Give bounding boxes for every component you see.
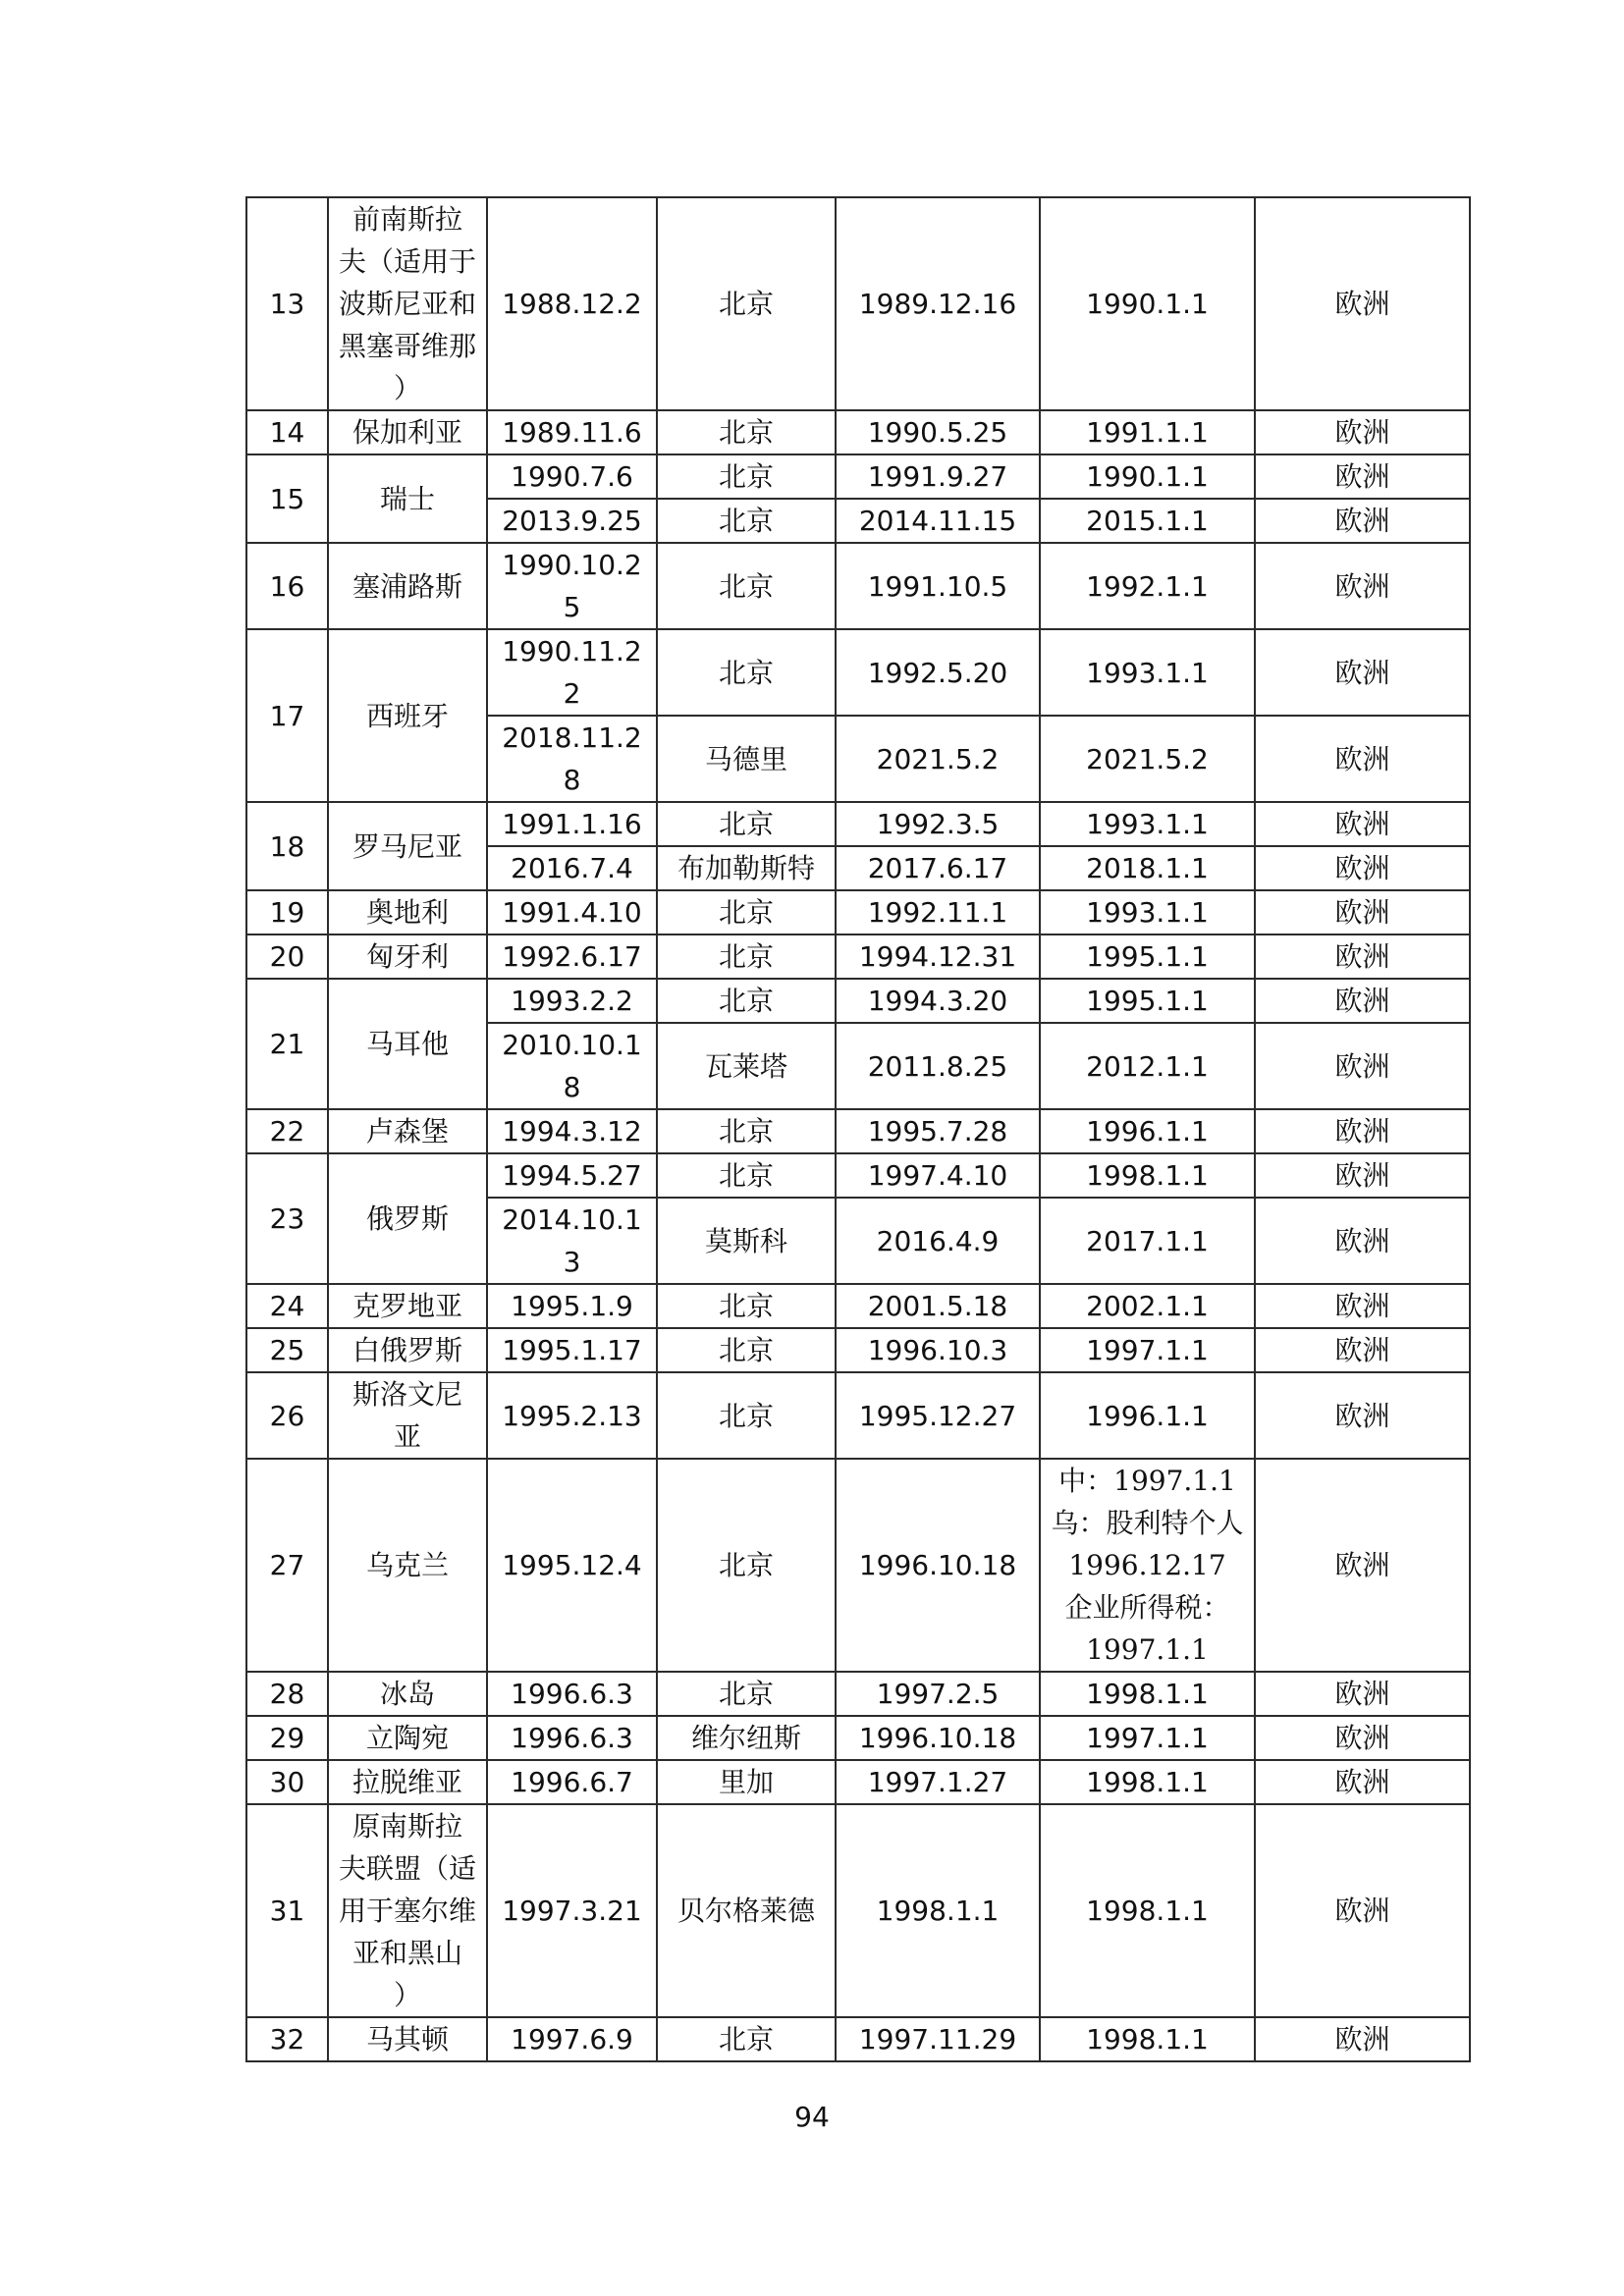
effective-date-cell: 1996.10.18 bbox=[836, 1459, 1040, 1672]
row-number-cell: 26 bbox=[246, 1372, 328, 1459]
applied-date-cell: 1990.1.1 bbox=[1040, 454, 1255, 499]
effective-date-cell: 2001.5.18 bbox=[836, 1284, 1040, 1328]
table-row bbox=[246, 934, 1470, 979]
signed-date-cell: 1990.11.2 2 bbox=[487, 629, 657, 716]
country-cell: 立陶宛 bbox=[328, 1716, 487, 1760]
row-number-cell: 21 bbox=[246, 979, 328, 1109]
row-number-cell: 31 bbox=[246, 1804, 328, 2017]
signed-date-cell: 1997.6.9 bbox=[487, 2017, 657, 2061]
signing-place-cell: 北京 bbox=[657, 1672, 836, 1716]
signed-date-cell: 1996.6.7 bbox=[487, 1760, 657, 1804]
country-cell: 马其顿 bbox=[328, 2017, 487, 2061]
country-cell: 塞浦路斯 bbox=[328, 543, 487, 629]
signed-date-cell: 2013.9.25 bbox=[487, 499, 657, 543]
signing-place-cell: 北京 bbox=[657, 1284, 836, 1328]
signing-place-cell: 莫斯科 bbox=[657, 1198, 836, 1284]
treaty-table bbox=[245, 196, 1471, 2062]
country-cell: 乌克兰 bbox=[328, 1459, 487, 1672]
table-row bbox=[246, 543, 1470, 629]
signing-place-cell: 瓦莱塔 bbox=[657, 1023, 836, 1109]
effective-date-cell: 2021.5.2 bbox=[836, 716, 1040, 802]
applied-date-cell: 1997.1.1 bbox=[1040, 1716, 1255, 1760]
row-number-cell: 32 bbox=[246, 2017, 328, 2061]
row-number-cell: 25 bbox=[246, 1328, 328, 1372]
country-cell: 西班牙 bbox=[328, 629, 487, 802]
applied-date-cell: 1998.1.1 bbox=[1040, 2017, 1255, 2061]
region-cell: 欧洲 bbox=[1255, 890, 1470, 934]
row-number-cell: 18 bbox=[246, 802, 328, 890]
table-row bbox=[246, 1284, 1470, 1328]
table-row bbox=[246, 454, 1470, 499]
applied-date-cell: 2017.1.1 bbox=[1040, 1198, 1255, 1284]
table-row bbox=[246, 802, 1470, 846]
region-cell: 欧洲 bbox=[1255, 1328, 1470, 1372]
country-cell: 克罗地亚 bbox=[328, 1284, 487, 1328]
signed-date-cell: 1994.5.27 bbox=[487, 1153, 657, 1198]
effective-date-cell: 1989.12.16 bbox=[836, 197, 1040, 410]
signed-date-cell: 2016.7.4 bbox=[487, 846, 657, 890]
table-row bbox=[246, 629, 1470, 716]
applied-date-cell: 1998.1.1 bbox=[1040, 1153, 1255, 1198]
effective-date-cell: 1996.10.3 bbox=[836, 1328, 1040, 1372]
region-cell: 欧洲 bbox=[1255, 846, 1470, 890]
region-cell: 欧洲 bbox=[1255, 1459, 1470, 1672]
country-cell: 前南斯拉 夫（适用于 波斯尼亚和 黑塞哥维那 ） bbox=[328, 197, 487, 410]
signing-place-cell: 北京 bbox=[657, 934, 836, 979]
signing-place-cell: 北京 bbox=[657, 1372, 836, 1459]
signed-date-cell: 1995.1.9 bbox=[487, 1284, 657, 1328]
applied-date-cell: 1995.1.1 bbox=[1040, 934, 1255, 979]
applied-date-cell: 2021.5.2 bbox=[1040, 716, 1255, 802]
row-number-cell: 14 bbox=[246, 410, 328, 454]
table-row bbox=[246, 890, 1470, 934]
region-cell: 欧洲 bbox=[1255, 629, 1470, 716]
signed-date-cell: 1990.10.2 5 bbox=[487, 543, 657, 629]
table-row bbox=[246, 1459, 1470, 1672]
row-number-cell: 13 bbox=[246, 197, 328, 410]
applied-date-cell: 2018.1.1 bbox=[1040, 846, 1255, 890]
country-cell: 罗马尼亚 bbox=[328, 802, 487, 890]
signed-date-cell: 1996.6.3 bbox=[487, 1716, 657, 1760]
row-number-cell: 24 bbox=[246, 1284, 328, 1328]
row-number-cell: 28 bbox=[246, 1672, 328, 1716]
applied-date-cell: 1993.1.1 bbox=[1040, 629, 1255, 716]
table-row bbox=[246, 1760, 1470, 1804]
effective-date-cell: 1998.1.1 bbox=[836, 1804, 1040, 2017]
signing-place-cell: 北京 bbox=[657, 410, 836, 454]
table-row bbox=[246, 1153, 1470, 1198]
applied-date-cell: 1996.1.1 bbox=[1040, 1109, 1255, 1153]
region-cell: 欧洲 bbox=[1255, 410, 1470, 454]
row-number-cell: 22 bbox=[246, 1109, 328, 1153]
country-cell: 俄罗斯 bbox=[328, 1153, 487, 1284]
signing-place-cell: 贝尔格莱德 bbox=[657, 1804, 836, 2017]
region-cell: 欧洲 bbox=[1255, 454, 1470, 499]
signing-place-cell: 北京 bbox=[657, 1153, 836, 1198]
effective-date-cell: 1994.3.20 bbox=[836, 979, 1040, 1023]
table-row bbox=[246, 1804, 1470, 2017]
row-number-cell: 17 bbox=[246, 629, 328, 802]
table-row bbox=[246, 1328, 1470, 1372]
region-cell: 欧洲 bbox=[1255, 1284, 1470, 1328]
row-number-cell: 20 bbox=[246, 934, 328, 979]
signing-place-cell: 北京 bbox=[657, 2017, 836, 2061]
signing-place-cell: 北京 bbox=[657, 890, 836, 934]
signed-date-cell: 1997.3.21 bbox=[487, 1804, 657, 2017]
applied-date-cell: 1995.1.1 bbox=[1040, 979, 1255, 1023]
signed-date-cell: 1991.4.10 bbox=[487, 890, 657, 934]
signed-date-cell: 1994.3.12 bbox=[487, 1109, 657, 1153]
table-row bbox=[246, 197, 1470, 410]
applied-date-cell: 2015.1.1 bbox=[1040, 499, 1255, 543]
signing-place-cell: 北京 bbox=[657, 1109, 836, 1153]
effective-date-cell: 1997.4.10 bbox=[836, 1153, 1040, 1198]
signed-date-cell: 1993.2.2 bbox=[487, 979, 657, 1023]
region-cell: 欧洲 bbox=[1255, 1760, 1470, 1804]
signed-date-cell: 1989.11.6 bbox=[487, 410, 657, 454]
effective-date-cell: 1990.5.25 bbox=[836, 410, 1040, 454]
signed-date-cell: 1995.2.13 bbox=[487, 1372, 657, 1459]
effective-date-cell: 1992.3.5 bbox=[836, 802, 1040, 846]
region-cell: 欧洲 bbox=[1255, 1198, 1470, 1284]
effective-date-cell: 1991.10.5 bbox=[836, 543, 1040, 629]
row-number-cell: 15 bbox=[246, 454, 328, 543]
row-number-cell: 27 bbox=[246, 1459, 328, 1672]
region-cell: 欧洲 bbox=[1255, 1372, 1470, 1459]
row-number-cell: 16 bbox=[246, 543, 328, 629]
applied-date-cell: 1990.1.1 bbox=[1040, 197, 1255, 410]
table-row bbox=[246, 979, 1470, 1023]
page-number: 94 bbox=[794, 2101, 830, 2133]
signing-place-cell: 北京 bbox=[657, 1328, 836, 1372]
signing-place-cell: 里加 bbox=[657, 1760, 836, 1804]
signing-place-cell: 北京 bbox=[657, 197, 836, 410]
table-row bbox=[246, 1672, 1470, 1716]
country-cell: 奥地利 bbox=[328, 890, 487, 934]
table-row bbox=[246, 2017, 1470, 2061]
signed-date-cell: 2014.10.1 3 bbox=[487, 1198, 657, 1284]
signed-date-cell: 2018.11.2 8 bbox=[487, 716, 657, 802]
table-row bbox=[246, 1716, 1470, 1760]
row-number-cell: 29 bbox=[246, 1716, 328, 1760]
effective-date-cell: 1991.9.27 bbox=[836, 454, 1040, 499]
region-cell: 欧洲 bbox=[1255, 1672, 1470, 1716]
country-cell: 瑞士 bbox=[328, 454, 487, 543]
region-cell: 欧洲 bbox=[1255, 2017, 1470, 2061]
effective-date-cell: 1996.10.18 bbox=[836, 1716, 1040, 1760]
effective-date-cell: 1997.1.27 bbox=[836, 1760, 1040, 1804]
effective-date-cell: 1994.12.31 bbox=[836, 934, 1040, 979]
effective-date-cell: 1992.11.1 bbox=[836, 890, 1040, 934]
applied-date-cell: 2002.1.1 bbox=[1040, 1284, 1255, 1328]
applied-date-cell: 1996.1.1 bbox=[1040, 1372, 1255, 1459]
country-cell: 匈牙利 bbox=[328, 934, 487, 979]
country-cell: 原南斯拉 夫联盟（适 用于塞尔维 亚和黑山 ） bbox=[328, 1804, 487, 2017]
effective-date-cell: 1995.7.28 bbox=[836, 1109, 1040, 1153]
signing-place-cell: 维尔纽斯 bbox=[657, 1716, 836, 1760]
signing-place-cell: 北京 bbox=[657, 802, 836, 846]
region-cell: 欧洲 bbox=[1255, 934, 1470, 979]
applied-date-cell: 1998.1.1 bbox=[1040, 1760, 1255, 1804]
region-cell: 欧洲 bbox=[1255, 499, 1470, 543]
treaty-table-container bbox=[245, 196, 1469, 2062]
country-cell: 冰岛 bbox=[328, 1672, 487, 1716]
signing-place-cell: 北京 bbox=[657, 499, 836, 543]
signing-place-cell: 北京 bbox=[657, 1459, 836, 1672]
treaty-table-body bbox=[246, 197, 1470, 2061]
applied-date-cell: 1998.1.1 bbox=[1040, 1804, 1255, 2017]
effective-date-cell: 1997.11.29 bbox=[836, 2017, 1040, 2061]
region-cell: 欧洲 bbox=[1255, 1804, 1470, 2017]
effective-date-cell: 1997.2.5 bbox=[836, 1672, 1040, 1716]
country-cell: 马耳他 bbox=[328, 979, 487, 1109]
applied-date-cell: 1998.1.1 bbox=[1040, 1672, 1255, 1716]
row-number-cell: 19 bbox=[246, 890, 328, 934]
table-row bbox=[246, 1372, 1470, 1459]
region-cell: 欧洲 bbox=[1255, 197, 1470, 410]
signing-place-cell: 马德里 bbox=[657, 716, 836, 802]
applied-date-cell: 1993.1.1 bbox=[1040, 802, 1255, 846]
applied-date-cell: 2012.1.1 bbox=[1040, 1023, 1255, 1109]
signed-date-cell: 2010.10.1 8 bbox=[487, 1023, 657, 1109]
signed-date-cell: 1996.6.3 bbox=[487, 1672, 657, 1716]
region-cell: 欧洲 bbox=[1255, 1716, 1470, 1760]
signed-date-cell: 1995.12.4 bbox=[487, 1459, 657, 1672]
signed-date-cell: 1995.1.17 bbox=[487, 1328, 657, 1372]
signing-place-cell: 北京 bbox=[657, 543, 836, 629]
signing-place-cell: 北京 bbox=[657, 629, 836, 716]
signing-place-cell: 北京 bbox=[657, 454, 836, 499]
region-cell: 欧洲 bbox=[1255, 543, 1470, 629]
country-cell: 保加利亚 bbox=[328, 410, 487, 454]
signed-date-cell: 1988.12.2 bbox=[487, 197, 657, 410]
country-cell: 白俄罗斯 bbox=[328, 1328, 487, 1372]
table-row bbox=[246, 1109, 1470, 1153]
applied-date-cell: 1992.1.1 bbox=[1040, 543, 1255, 629]
applied-date-cell: 1991.1.1 bbox=[1040, 410, 1255, 454]
signing-place-cell: 布加勒斯特 bbox=[657, 846, 836, 890]
region-cell: 欧洲 bbox=[1255, 802, 1470, 846]
signed-date-cell: 1990.7.6 bbox=[487, 454, 657, 499]
region-cell: 欧洲 bbox=[1255, 1023, 1470, 1109]
country-cell: 卢森堡 bbox=[328, 1109, 487, 1153]
effective-date-cell: 2014.11.15 bbox=[836, 499, 1040, 543]
effective-date-cell: 2011.8.25 bbox=[836, 1023, 1040, 1109]
row-number-cell: 23 bbox=[246, 1153, 328, 1284]
region-cell: 欧洲 bbox=[1255, 1109, 1470, 1153]
effective-date-cell: 1995.12.27 bbox=[836, 1372, 1040, 1459]
effective-date-cell: 1992.5.20 bbox=[836, 629, 1040, 716]
region-cell: 欧洲 bbox=[1255, 1153, 1470, 1198]
region-cell: 欧洲 bbox=[1255, 979, 1470, 1023]
effective-date-cell: 2017.6.17 bbox=[836, 846, 1040, 890]
signing-place-cell: 北京 bbox=[657, 979, 836, 1023]
applied-date-cell: 中：1997.1.1 乌：股利特个人 1996.12.17 企业所得税： 1997.1.1 bbox=[1040, 1459, 1255, 1672]
applied-date-cell: 1997.1.1 bbox=[1040, 1328, 1255, 1372]
effective-date-cell: 2016.4.9 bbox=[836, 1198, 1040, 1284]
signed-date-cell: 1992.6.17 bbox=[487, 934, 657, 979]
country-cell: 斯洛文尼 亚 bbox=[328, 1372, 487, 1459]
applied-date-cell: 1993.1.1 bbox=[1040, 890, 1255, 934]
region-cell: 欧洲 bbox=[1255, 716, 1470, 802]
table-row bbox=[246, 410, 1470, 454]
signed-date-cell: 1991.1.16 bbox=[487, 802, 657, 846]
country-cell: 拉脱维亚 bbox=[328, 1760, 487, 1804]
row-number-cell: 30 bbox=[246, 1760, 328, 1804]
